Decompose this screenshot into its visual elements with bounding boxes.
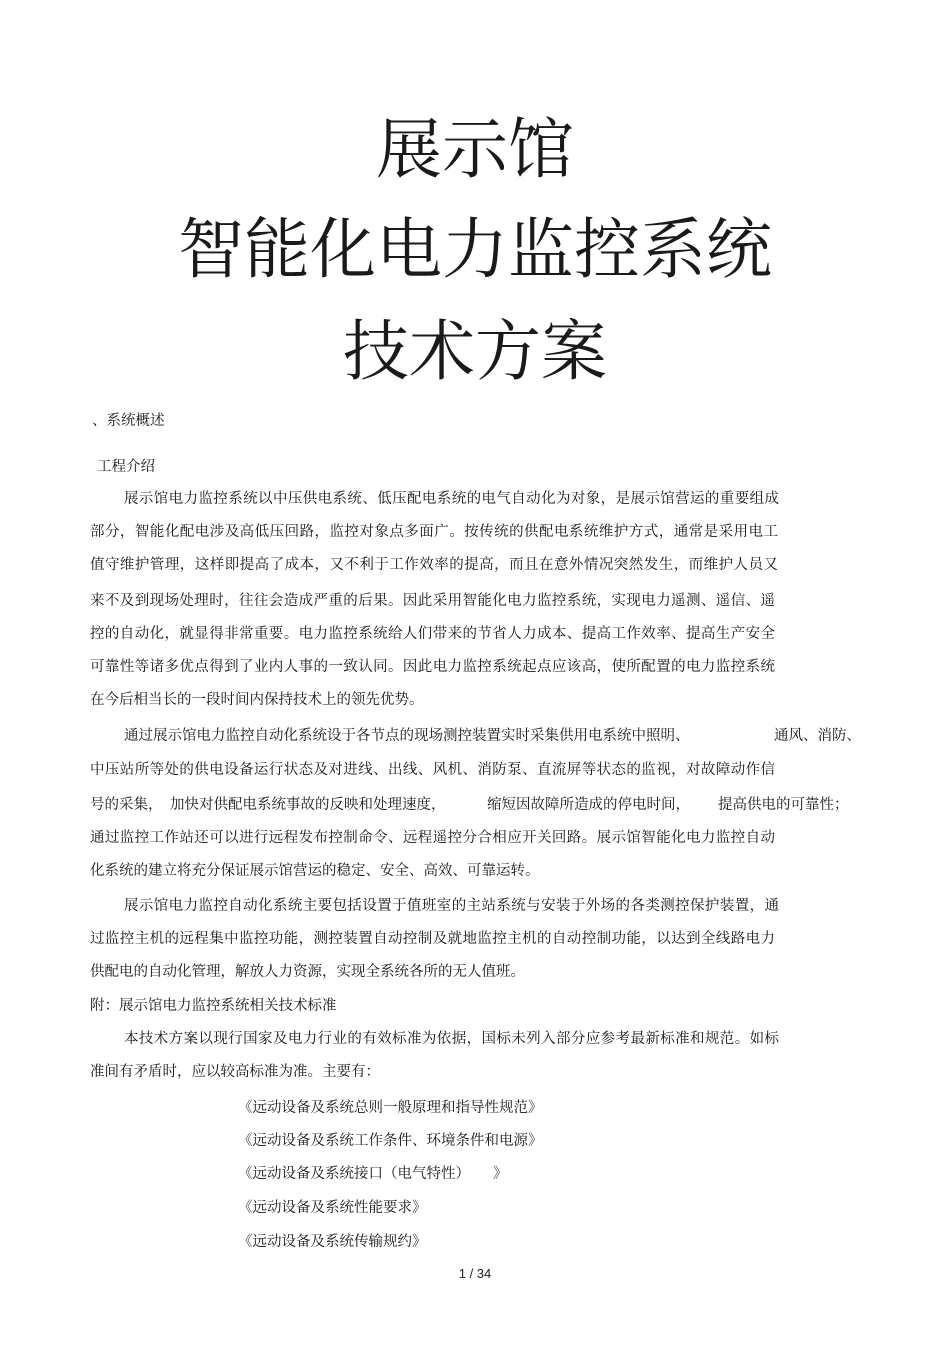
paragraph2-line-3c: 缩短因故障所造成的停电时间， [487,797,690,813]
standard-item-3-close: 》 [493,1166,508,1182]
paragraph1-line-5: 控的自动化，就显得非常重要。电力监控系统给人们带来的节省人力成本、提高工作效率、提高生产安全 [90,626,775,642]
standard-item-4: 《远动设备及系统性能要求》 [238,1200,427,1216]
standard-item-3: 《远动设备及系统接口（电气特性） [238,1166,470,1182]
title-line-3: 技术方案 [343,313,607,390]
paragraph1-line-6: 可靠性等诸多优点得到了业内人事的一致认同。因此电力监控系统起点应该高，使所配置的电力监控系统 [90,659,775,675]
paragraph3-line-3: 供配电的自动化管理，解放人力资源，实现全系统各所的无人值班。 [90,964,525,980]
paragraph2-line-5: 化系统的建立将充分保证展示馆营运的稳定、安全、高效、可靠运转。 [90,863,540,879]
paragraph1-line-4: 来不及到现场处理时，往往会造成严重的后果。因此采用智能化电力监控系统，实现电力遥测、遥信、遥 [90,593,775,609]
paragraph1-line-7: 在今后相当长的一段时间内保持技术上的领先优势。 [90,692,424,708]
standard-item-5: 《远动设备及系统传输规约》 [238,1234,427,1250]
appendix-heading: 附：展示馆电力监控系统相关技术标准 [90,998,337,1014]
standard-item-1: 《远动设备及系统总则一般原理和指导性规范》 [238,1100,543,1116]
paragraph2-line-2: 中压站所等处的供电设备运行状态及对进线、出线、风机、消防泵、直流屏等状态的监视，对故障动作信 [90,762,775,778]
paragraph2-line-4: 通过监控工作站还可以进行远程发布控制命令、远程遥控分合相应开关回路。展示馆智能化电力监控自动 [90,830,775,846]
paragraph1-line-3: 值守维护管理，这样即提高了成本，又不利于工作效率的提高，而且在意外情况突然发生，而维护人员又 [90,557,778,573]
paragraph2-line-1b: 通风、消防、 [774,728,861,744]
title-line-1: 展示馆 [376,111,574,188]
paragraph4-line-1: 本技术方案以现行国家及电力行业的有效标准为依据，国标未列入部分应参考最新标准和规范。如标 [124,1031,779,1047]
page-number: 1 / 34 [458,1266,492,1281]
paragraph4-line-2: 准间有矛盾时，应以较高标准为准。主要有： [90,1064,380,1080]
paragraph2-line-1a: 通过展示馆电力监控自动化系统设于各节点的现场测控装置实时采集供用电系统中照明、 [124,728,690,744]
paragraph2-line-3b: 加快对供配电系统事故的反映和处理速度， [170,797,446,813]
standard-item-2: 《远动设备及系统工作条件、环境条件和电源》 [238,1133,543,1149]
paragraph2-line-3a: 号的采集， [90,797,163,813]
section-heading: 、系统概述 [92,413,165,429]
paragraph3-line-2: 过监控主机的远程集中监控功能，测控装置自动控制及就地监控主机的自动控制功能，以达到全线路电力 [90,931,775,947]
paragraph1-line-1: 展示馆电力监控系统以中压供电系统、低压配电系统的电气自动化为对象，是展示馆营运的重要组成 [124,491,779,507]
paragraph1-line-2: 部分，智能化配电涉及高低压回路，监控对象点多面广。按传统的供配电系统维护方式，通常是采用电工 [90,524,778,540]
paragraph3-line-1: 展示馆电力监控自动化系统主要包括设置于值班室的主站系统与安装于外场的各类测控保护装置，通 [124,898,779,914]
paragraph2-line-3d: 提高供电的可靠性； [718,797,849,813]
title-line-2: 智能化电力监控系统 [178,211,772,288]
subsection-heading: 工程介绍 [97,459,155,475]
